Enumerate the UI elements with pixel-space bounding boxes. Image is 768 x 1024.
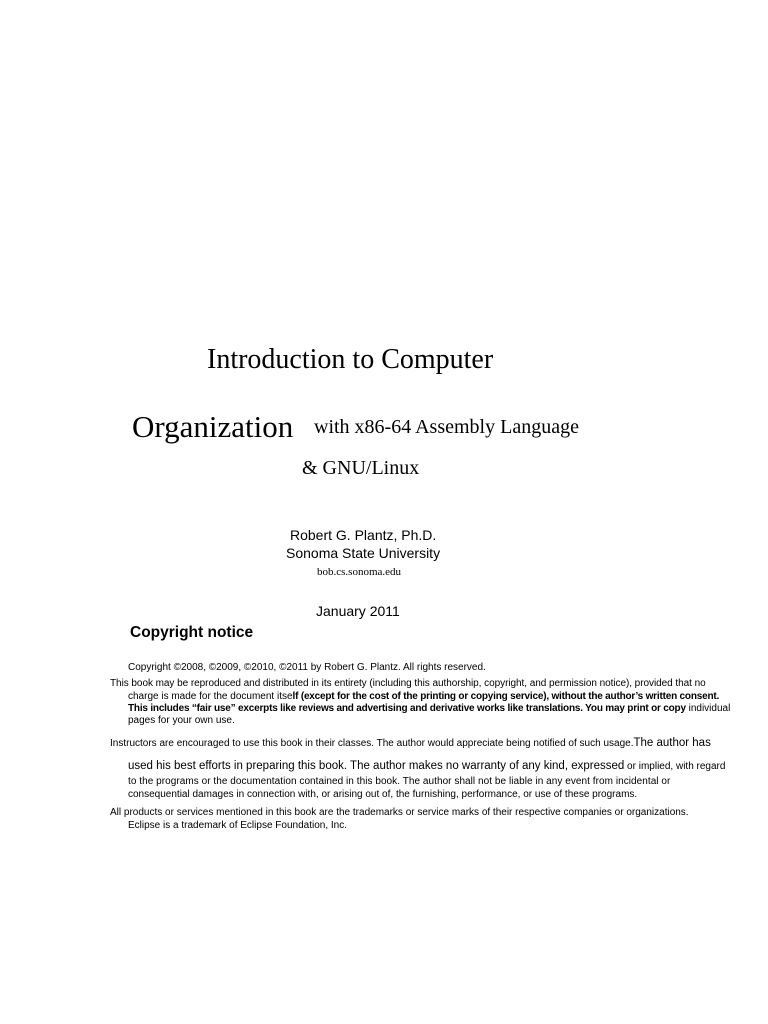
reproduction-line-1: This book may be reproduced and distributed in its entirety (including this authorship, copyright, and permission notice), provided that no — [110, 678, 706, 689]
reproduction-line-3-b: individual — [685, 703, 731, 714]
copyright-heading: Copyright notice — [130, 624, 254, 641]
instructors-line — [110, 737, 711, 749]
warranty-line-3: consequential damages in connection with, or arising out of, the furnishing, performance, or use of these programs. — [128, 789, 638, 800]
instructors-line-b: The author has — [633, 737, 711, 749]
title-subtitle: with x86-64 Assembly Language — [314, 416, 579, 438]
title-line-3: & GNU/Linux — [302, 457, 420, 479]
title-line-1: Introduction to Computer — [207, 344, 494, 375]
reproduction-line-2-b: lf (except for the cost of the printing or copying service), without the author’s written consent. — [292, 691, 720, 702]
author-web: bob.cs.sonoma.edu — [317, 566, 402, 578]
author-affiliation: Sonoma State University — [286, 545, 441, 561]
warranty-line-1-a: used his best efforts in preparing this book. The author makes no warranty of any kind, expressed — [128, 760, 625, 772]
reproduction-line-2-a: charge is made for the document itse — [128, 691, 293, 702]
warranty-line-1 — [128, 760, 725, 772]
publication-date: January 2011 — [316, 603, 400, 619]
trademarks-line-2: Eclipse is a trademark of Eclipse Foundation, Inc. — [128, 820, 347, 831]
instructors-line-a: Instructors are encouraged to use this book in their classes. The author would appreciate being notified of such usage. — [110, 738, 634, 749]
title-organization: Organization — [132, 409, 294, 444]
reproduction-line-4: pages for your own use. — [128, 715, 235, 726]
trademarks-line-1: All products or services mentioned in this book are the trademarks or service marks of their respective companies or organizations. — [110, 807, 689, 818]
warranty-line-2: to the programs or the documentation contained in this book. The author shall not be liable in any event from incidental or — [128, 776, 671, 787]
author-name: Robert G. Plantz, Ph.D. — [290, 527, 437, 543]
warranty-line-1-b: or implied, with regard — [624, 761, 726, 772]
reproduction-line-3-a: This includes “fair use” excerpts like reviews and advertising and derivative works like translations. You may print or copy — [128, 703, 686, 714]
copyright-line: Copyright ©2008, ©2009, ©2010, ©2011 by Robert G. Plantz. All rights reserved. — [128, 662, 486, 673]
